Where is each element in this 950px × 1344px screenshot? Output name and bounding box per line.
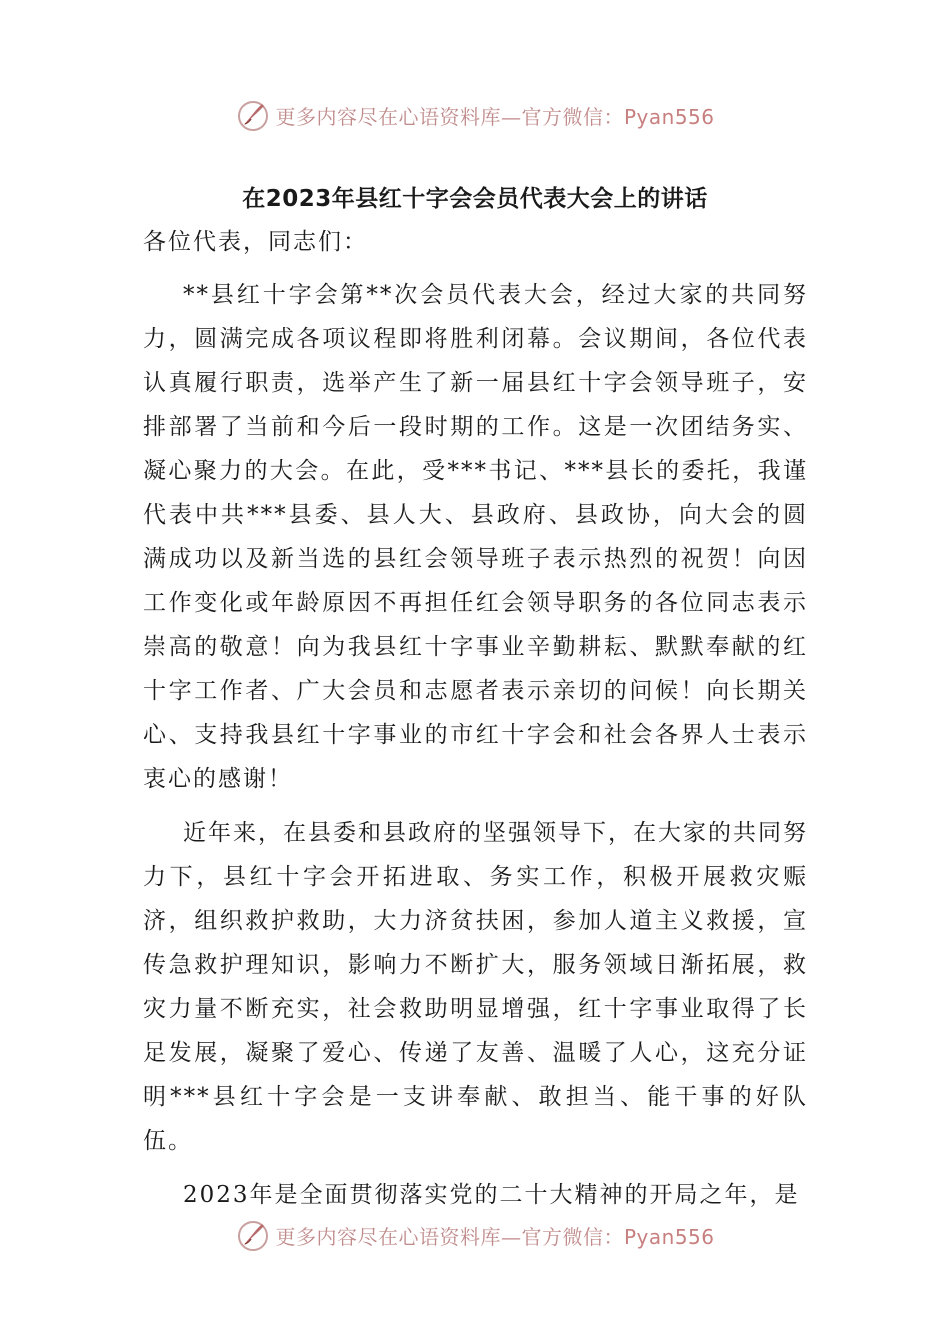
watermark-wechat-id: Pyan556 bbox=[623, 104, 715, 129]
watermark-text bbox=[275, 1221, 714, 1250]
quill-logo-icon bbox=[235, 97, 271, 133]
footer-watermark bbox=[0, 1215, 950, 1255]
watermark-label: 更多内容尽在心语资料库—官方微信： bbox=[275, 1224, 624, 1249]
watermark-label: 更多内容尽在心语资料库—官方微信： bbox=[275, 104, 624, 129]
paragraph: 2023年是全面贯彻落实党的二十大精神的开局之年，是 bbox=[183, 1182, 800, 1208]
document-title: 在2023年县红十字会会员代表大会上的讲话 bbox=[242, 186, 708, 212]
watermark-wechat-id: Pyan556 bbox=[623, 1224, 715, 1249]
paragraph: 近年来，在县委和县政府的坚强领导下，在大家的共同努力下，县红十字会开拓进取、务实工作，积极开展救灾赈济，组织救护救助，大力济贫扶困，参加人道主义救援，宣传急救护理知识，影响力不断扩大，服务领域日渐拓展，救灾力量不断充实，社会救助明显增强，红十字事业取得了长足发展，凝聚了爱心、传递了友善、温暖了人心，这充分证明***县红十字会是一支讲奉献、敢担当、能干事的好队伍。 bbox=[143, 820, 808, 1154]
quill-logo-icon bbox=[235, 1217, 271, 1253]
document-body bbox=[143, 220, 808, 1217]
header-watermark bbox=[0, 95, 950, 135]
greeting: 各位代表，同志们： bbox=[143, 229, 368, 255]
watermark-text bbox=[275, 101, 714, 130]
paragraph: **县红十字会第**次会员代表大会，经过大家的共同努力，圆满完成各项议程即将胜利闭幕。会议期间，各位代表认真履行职责，选举产生了新一届县红十字会领导班子，安排部署了当前和今后一段时期的工作。这是一次团结务实、凝心聚力的大会。在此，受***书记、***县长的委托，我谨代表中共***县委、县人大、县政府、县政协，向大会的圆满成功以及新当选的县红会领导班子表示热烈的祝贺！向因工作变化或年龄原因不再担任红会领导职务的各位同志表示崇高的敬意！向为我县红十字事业辛勤耕耘、默默奉献的红十字工作者、广大会员和志愿者表示亲切的问候！向长期关心、支持我县红十字事业的市红十字会和社会各界人士表示衷心的感谢！ bbox=[143, 282, 808, 792]
